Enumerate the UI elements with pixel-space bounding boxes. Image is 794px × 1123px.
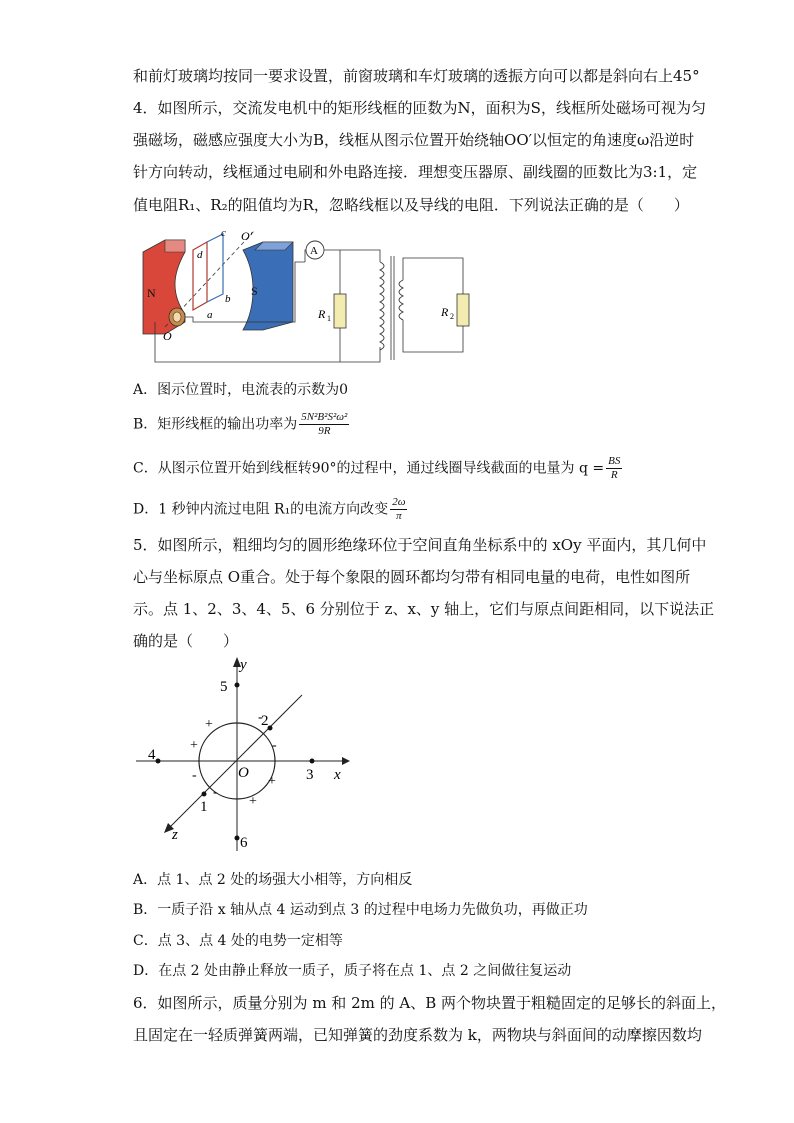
label-a: a (207, 309, 213, 321)
q4-option-b-fraction (299, 411, 349, 438)
generator-circuit-figure (135, 222, 480, 372)
point-5 (235, 683, 240, 688)
label-c: c (221, 227, 226, 239)
south-label: S (251, 284, 258, 298)
point-3 (310, 759, 315, 764)
charge-sign: + (249, 794, 257, 809)
point-6 (235, 836, 240, 841)
north-label: N (147, 286, 156, 300)
point-4-label: 4 (148, 747, 156, 763)
charge-sign: - (258, 710, 263, 725)
point-5-label: 5 (220, 679, 228, 695)
fraction-denominator: 9R (318, 425, 331, 437)
q5-option-a[interactable]: A．点 1、点 2 处的场强大小相等，方向相反 (133, 872, 413, 888)
q5-line-2: 心与坐标原点 O重合。处于每个象限的圆环都均匀带有相同电量的电荷，电性如图所 (133, 568, 691, 586)
point-1 (202, 792, 207, 797)
charge-sign: - (213, 785, 218, 800)
label-O: O (163, 329, 172, 343)
q4-option-b-text: B．矩形线框的输出功率为 (133, 416, 298, 433)
q4-option-c-text: C．从图示位置开始到线框转90°的过程中，通过线圈导线截面的电量为 q = (133, 460, 605, 477)
q4-option-d-fraction (390, 496, 407, 523)
charge-sign: - (272, 738, 277, 753)
q5-line-3: 示。点 1、2、3、4、5、6 分别位于 z、x、y 轴上，它们与原点间距相同，以下说法正 (133, 600, 715, 618)
q4-option-a[interactable]: A．图示位置时，电流表的示数为0 (133, 382, 349, 398)
charge-sign: + (268, 774, 276, 789)
point-1-label: 1 (200, 799, 208, 815)
point-3-label: 3 (306, 767, 314, 783)
label-O-prime: O′ (241, 229, 253, 243)
charge-sign: + (190, 738, 198, 753)
q5-option-d[interactable]: D．在点 2 处由静止释放一质子，质子将在点 1、点 2 之间做往复运动 (133, 963, 572, 979)
charged-ring-figure (130, 655, 360, 855)
label-d: d (197, 249, 203, 261)
origin-label: O (238, 765, 249, 781)
q6-line-1: 6．如图所示，质量分别为 m 和 2m 的 A、B 两个物块置于粗糙固定的足够长的斜面上， (133, 994, 727, 1012)
q5-option-b[interactable]: B．一质子沿 x 轴从点 4 运动到点 3 的过程中电场力先做负功，再做正功 (133, 902, 588, 918)
fraction-numerator: BS (608, 455, 621, 467)
fraction-denominator: R (610, 469, 618, 481)
q4-option-d-text: D．1 秒钟内流过电阻 R₁的电流方向改变 (133, 501, 389, 518)
resistor-r2 (457, 294, 469, 326)
label-b: b (225, 293, 231, 305)
axis-x-label: x (334, 767, 341, 783)
q4-option-c-fraction (606, 455, 622, 482)
fraction-numerator: 2ω (392, 496, 406, 508)
axis-y-label: y (240, 657, 247, 673)
q4-line-4: 值电阻R₁、R₂的阻值均为R，忽略线框以及导线的电阻．下列说法正确的是（ ） (133, 196, 689, 214)
resistor-r1 (334, 294, 346, 328)
r1-label: R (318, 307, 326, 321)
q5-option-c[interactable]: C．点 3、点 4 处的电势一定相等 (133, 933, 343, 949)
point-2-label: 2 (261, 713, 269, 729)
charge-sign: + (205, 717, 213, 732)
fraction-denominator: π (396, 510, 402, 522)
q4-option-b[interactable] (133, 411, 351, 438)
point-6-label: 6 (240, 835, 248, 851)
axis-z-label: z (172, 827, 178, 843)
q5-line-1: 5．如图所示，粗细均匀的圆形绝缘环位于空间直角坐标系中的 xOy 平面内，其几何中 (133, 536, 707, 554)
r2-sub: 2 (450, 312, 454, 321)
ammeter-label: A (310, 245, 318, 257)
r2-label: R (441, 305, 449, 319)
point-4 (156, 759, 161, 764)
q6-line-2: 且固定在一轻质弹簧两端，已知弹簧的劲度系数为 k，两物块与斜面间的动摩擦因数均 (133, 1026, 702, 1044)
q4-line-2: 强磁场，磁感应强度大小为B，线框从图示位置开始绕轴OO′以恒定的角速度ω沿逆时 (133, 131, 695, 149)
q4-line-3: 针方向转动，线框通过电刷和外电路连接．理想变压器原、副线圈的匝数比为3:1，定 (133, 163, 698, 181)
q4-line-1: 4．如图所示，交流发电机中的矩形线框的匝数为N，面积为S，线框所处磁场可视为匀 (133, 99, 706, 117)
q4-option-d[interactable] (133, 496, 409, 523)
q5-line-4: 确的是（ ） (133, 632, 239, 650)
q4-option-c[interactable] (133, 455, 624, 482)
r1-sub: 1 (327, 314, 331, 323)
text-line-prev: 和前灯玻璃均按同一要求设置，前窗玻璃和车灯玻璃的透振方向可以都是斜向右上45° (133, 67, 700, 85)
primary-coil (380, 262, 384, 350)
charge-sign: - (192, 768, 197, 783)
fraction-numerator: 5N²B²S²ω² (301, 411, 348, 423)
secondary-coil (399, 280, 403, 320)
